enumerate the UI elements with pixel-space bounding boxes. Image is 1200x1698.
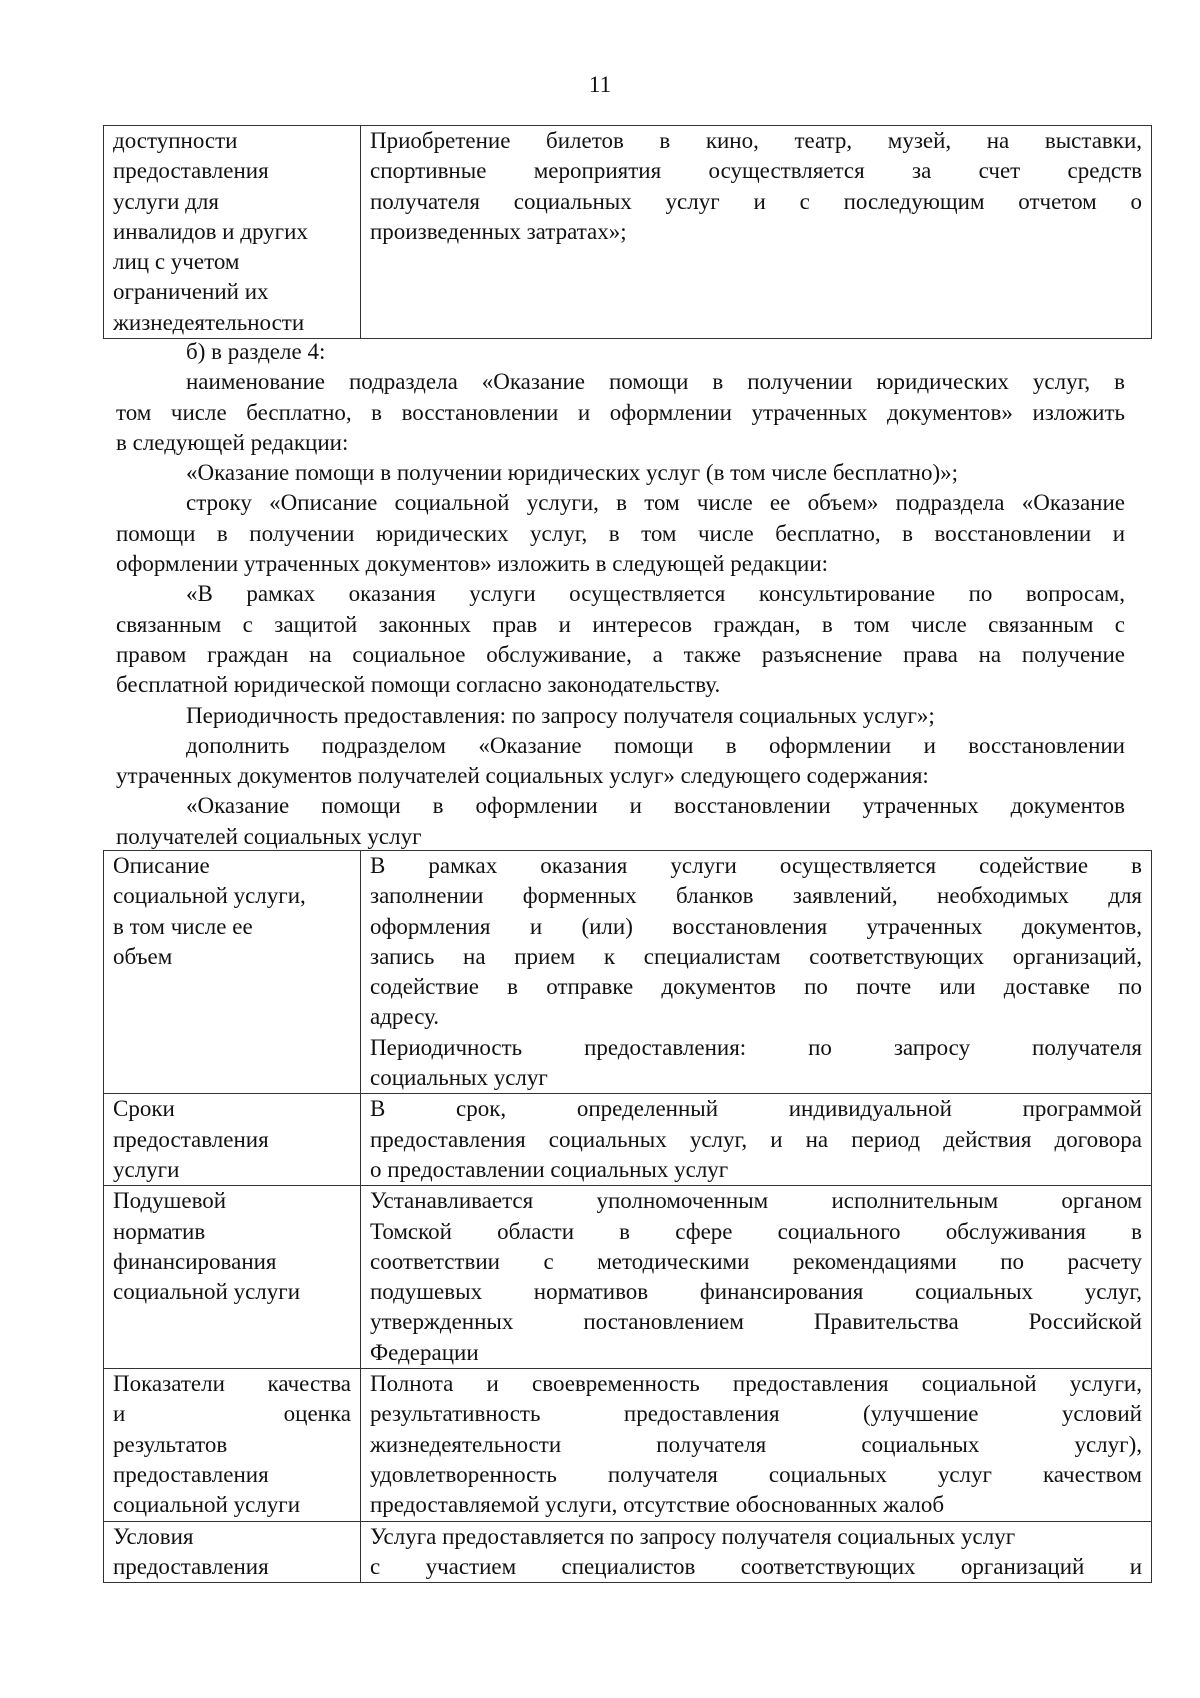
label-line: ограничений их xyxy=(113,279,269,305)
text-line: предоставления социальных услуг, и на период действия договора xyxy=(370,1126,1142,1152)
paragraph-line: дополнить подразделом «Оказание помощи в оформлении и восстановлении xyxy=(186,732,1125,758)
label-line: предоставления xyxy=(113,158,269,184)
paragraph-line: б) в разделе 4: xyxy=(186,339,326,364)
paragraph-line: «Оказание помощи в оформлении и восстановлении утраченных документов xyxy=(186,793,1125,819)
text-line: оформления и (или) восстановления утраченных документов, xyxy=(370,913,1142,939)
text-line: Федерации xyxy=(370,1339,479,1365)
row-label-cell xyxy=(104,1186,361,1369)
row-text-cell xyxy=(361,851,1152,1094)
paragraph-line: том числе бесплатно, в восстановлении и оформлении утраченных документов» изложить xyxy=(116,399,1125,425)
label-line: Показатели качества xyxy=(113,1371,351,1397)
row-text-cell xyxy=(361,1369,1152,1521)
table-row xyxy=(104,851,1152,1094)
text-line: соответствии с методическими рекомендациями по расчету xyxy=(370,1248,1142,1274)
accessibility-table xyxy=(103,125,1152,339)
service-table xyxy=(103,850,1152,1583)
label-line: Сроки xyxy=(113,1096,175,1122)
body-text xyxy=(116,337,1125,852)
label-line: и оценка xyxy=(113,1401,351,1427)
text-line: утвержденных постановлением Правительства Российской xyxy=(370,1309,1142,1335)
text-line: Периодичность предоставления: по запросу получателя xyxy=(370,1034,1142,1060)
row-text-cell xyxy=(361,1521,1152,1583)
text-line: В срок, определенный индивидуальной программой xyxy=(370,1096,1142,1122)
text-line: Услуга предоставляется по запросу получателя социальных услуг xyxy=(370,1523,1016,1549)
paragraph-line: «Оказание помощи в получении юридических услуг (в том числе бесплатно)»; xyxy=(186,460,959,486)
label-line: Подушевой xyxy=(113,1188,227,1214)
label-line: предоставления xyxy=(113,1126,269,1152)
label-line: предоставления xyxy=(113,1461,269,1487)
table-row xyxy=(104,1186,1152,1369)
row-text-cell xyxy=(361,1094,1152,1186)
row-label-cell xyxy=(104,1369,361,1521)
label-line: финансирования xyxy=(113,1248,277,1274)
text-line: о предоставлении социальных услуг xyxy=(370,1156,729,1182)
text-line: содействие в отправке документов по почте или доставке по xyxy=(370,974,1142,1000)
paragraph-line: в следующей редакции: xyxy=(116,429,349,455)
text-line: Приобретение билетов в кино, театр, музей, на выставки, xyxy=(370,128,1142,153)
text-line: спортивные мероприятия осуществляется за счет средств xyxy=(370,158,1142,184)
label-line: объем xyxy=(113,943,173,969)
text-line: В рамках оказания услуги осуществляется содействие в xyxy=(370,853,1142,878)
text-line: Полнота и своевременность предоставления социальной услуги, xyxy=(370,1371,1142,1397)
table-row xyxy=(104,1521,1152,1583)
text-line: заполнении форменных бланков заявлений, необходимых для xyxy=(370,883,1142,909)
row-label-cell xyxy=(104,126,361,339)
paragraph-line: утраченных документов получателей социальных услуг» следующего содержания: xyxy=(116,763,929,789)
paragraph-line: бесплатной юридической помощи согласно законодательству. xyxy=(116,672,721,698)
label-line: услуги для xyxy=(113,188,219,214)
paragraph-line: наименование подраздела «Оказание помощи в получении юридических услуг, в xyxy=(186,369,1125,395)
page-number: 11 xyxy=(588,72,612,97)
text-line: с участием специалистов соответствующих организаций и xyxy=(370,1553,1142,1579)
label-line: Условия xyxy=(113,1523,194,1549)
paragraph-line: помощи в получении юридических услуг, в том числе бесплатно, в восстановлении и xyxy=(116,520,1125,546)
row-text-cell xyxy=(361,1186,1152,1369)
row-text-cell xyxy=(361,126,1152,339)
label-line: социальной услуги, xyxy=(113,883,306,909)
text-line: произведенных затратах»; xyxy=(370,218,627,244)
paragraph-line: «В рамках оказания услуги осуществляется консультирование по вопросам, xyxy=(186,581,1125,607)
text-line: Томской области в сфере социального обслуживания в xyxy=(370,1218,1142,1244)
text-line: адресу. xyxy=(370,1004,440,1030)
text-line: предоставляемой услуги, отсутствие обоснованных жалоб xyxy=(370,1492,945,1518)
text-line: результативность предоставления (улучшение условий xyxy=(370,1401,1142,1427)
label-line: предоставления xyxy=(113,1553,269,1579)
row-label-cell xyxy=(104,1094,361,1186)
label-line: доступности xyxy=(113,128,238,153)
paragraph-line: строку «Описание социальной услуги, в том числе ее объем» подраздела «Оказание xyxy=(186,490,1125,516)
row-label-cell xyxy=(104,851,361,1094)
label-line: норматив xyxy=(113,1218,206,1244)
text-line: Устанавливается уполномоченным исполнительным органом xyxy=(370,1188,1142,1214)
label-line: социальной услуги xyxy=(113,1492,300,1518)
paragraph-line: оформлении утраченных документов» изложить в следующей редакции: xyxy=(116,551,829,577)
table-row xyxy=(104,1094,1152,1186)
text-line: удовлетворенность получателя социальных услуг качеством xyxy=(370,1461,1142,1487)
label-line: жизнедеятельности xyxy=(113,309,305,335)
label-line: услуги xyxy=(113,1156,180,1182)
label-line: социальной услуги xyxy=(113,1279,300,1305)
paragraph-line: Периодичность предоставления: по запросу получателя социальных услуг»; xyxy=(186,702,935,728)
paragraph-line: получателей социальных услуг xyxy=(116,823,422,849)
text-line: жизнедеятельности получателя социальных услуг), xyxy=(370,1431,1142,1457)
label-line: лиц с учетом xyxy=(113,249,240,275)
text-line: подушевых нормативов финансирования социальных услуг, xyxy=(370,1279,1142,1305)
label-line: в том числе ее xyxy=(113,913,253,939)
text-line: социальных услуг xyxy=(370,1065,548,1091)
text-line: получателя социальных услуг и с последующим отчетом о xyxy=(370,188,1142,214)
text-line: запись на прием к специалистам соответствующих организаций, xyxy=(370,943,1142,969)
paragraph-line: правом граждан на социальное обслуживание, а также разъяснение права на получение xyxy=(116,641,1125,667)
table-row xyxy=(104,1369,1152,1521)
label-line: инвалидов и других xyxy=(113,218,308,244)
table-row xyxy=(104,126,1152,339)
paragraph-line: связанным с защитой законных прав и интересов граждан, в том числе связанным с xyxy=(116,611,1125,637)
label-line: результатов xyxy=(113,1431,228,1457)
label-line: Описание xyxy=(113,853,210,878)
row-label-cell xyxy=(104,1521,361,1583)
